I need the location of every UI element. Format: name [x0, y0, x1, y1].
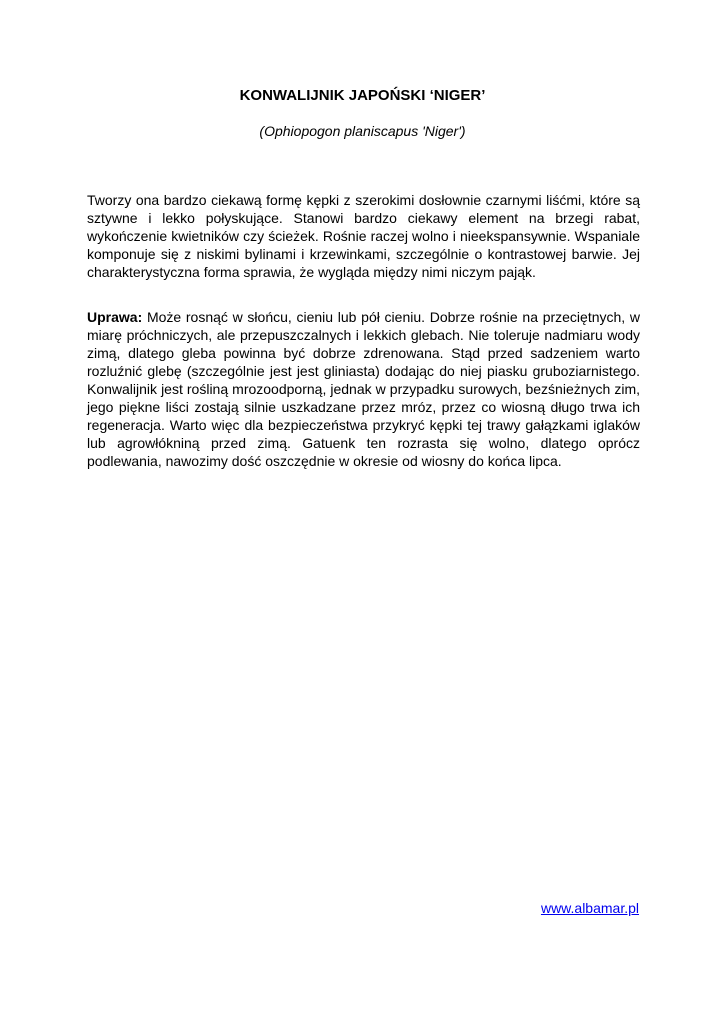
document-title: KONWALIJNIK JAPOŃSKI ‘NIGER’	[239, 87, 486, 104]
cultivation-label: Uprawa:	[87, 309, 143, 325]
cultivation-paragraph	[87, 308, 640, 470]
website-link[interactable]: www.albamar.pl	[540, 900, 639, 916]
description-paragraph: Tworzy ona bardzo ciekawą formę kępki z szerokimi dosłownie czarnymi liśćmi, które są sztywne i lekko połyskujące. Stanowi bardzo ciekawy element na brzegi rabat, wykończenie kwietników czy ścieżek. Rośnie raczej wolno i nieekspansywnie. Wspaniale komponuje się z niskimi bylinami i krzewinkami, szczególnie o kontrastowej barwie. Jej charakterystyczna forma sprawia, że wygląda między nimi niczym pająk.	[87, 192, 640, 280]
cultivation-text: Może rosnąć w słońcu, cieniu lub pół cieniu. Dobrze rośnie na przeciętnych, w miarę próchniczych, ale przepuszczalnych i lekkich glebach. Nie toleruje nadmiaru wody zimą, dlatego gleba powinna być dobrze zdrenowana. Stąd przed sadzeniem warto rozluźnić glebę (szczególnie jest jest gliniasta) dodając do niej piasku gruboziarnistego. Konwalijnik jest rośliną mrozoodporną, jednak w przypadku surowych, bezśnieżnych zim, jego piękne liści zostają silnie uszkadzane przez mróz, przez co wiosną długo trwa ich regeneracja. Warto więc dla bezpieczeństwa przykryć kępki tej trawy gałązkami iglaków lub agrowłókniną przed zimą. Gatuenk ten rozrasta się wolno, dlatego oprócz podlewania, nawozimy dość oszczędnie w okresie od wiosny do końca lipca.	[87, 309, 640, 469]
document-subtitle: (Ophiopogon planiscapus 'Niger')	[259, 123, 466, 139]
